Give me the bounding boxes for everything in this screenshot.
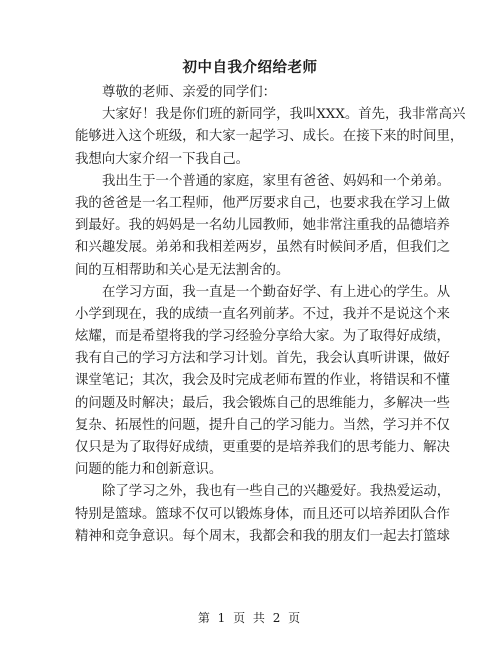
text-line: 间的互相帮助和关心是无法割舍的。 xyxy=(75,262,290,278)
text-line: 和兴趣发展。弟弟和我相差两岁，虽然有时候间矛盾，但我们之 xyxy=(75,240,450,256)
page-number-footer: 第 1 页 共 2 页 xyxy=(197,611,303,625)
text-line: 到最好。我的妈妈是一名幼儿园教师，她非常注重我的品德培养 xyxy=(75,218,450,234)
text-line: 问题的能力和创新意识。 xyxy=(75,462,223,478)
text-line: 我有自己的学习方法和学习计划。首先，我会认真听讲课，做好 xyxy=(75,351,450,367)
text-line: 仅只是为了取得好成绩，更重要的是培养我们的思考能力、解决 xyxy=(75,440,450,455)
text-line: 除了学习之外，我也有一些自己的兴趣爱好。我热爱运动， xyxy=(102,484,451,500)
text-line: 炫耀，而是希望将我的学习经验分享给大家。为了取得好成绩， xyxy=(75,329,450,345)
text-line: 精神和竞争意识。每个周末，我都会和我的朋友们一起去打篮球 xyxy=(75,528,450,544)
text-line: 在学习方面，我一直是一个勤奋好学、有上进心的学生。从 xyxy=(102,284,451,300)
text-line: 小学到现在，我的成绩一直名列前茅。不过，我并不是说这个来 xyxy=(75,306,450,322)
text-line: 能够进入这个班级，和大家一起学习、成长。在接下来的时间里， xyxy=(75,129,464,145)
text-line: 大家好！我是你们班的新同学，我叫XXX。首先，我非常高兴 xyxy=(102,107,466,123)
text-line: 课堂笔记；其次，我会及时完成老师布置的作业，将错误和不懂 xyxy=(75,373,450,389)
text-line: 特别是篮球。篮球不仅可以锻炼身体，而且还可以培养团队合作 xyxy=(75,506,450,522)
text-line: 尊敬的老师、亲爱的同学们： xyxy=(102,85,277,100)
document-body xyxy=(75,82,466,548)
text-line: 复杂、拓展性的问题，提升自己的学习能力。当然，学习并不仅 xyxy=(75,417,450,433)
text-line: 我的爸爸是一名工程师，他严厉要求自己，也要求我在学习上做 xyxy=(75,195,450,211)
document-title: 初中自我介绍给老师 xyxy=(182,59,318,76)
text-line: 我出生于一个普通的家庭，家里有爸爸、妈妈和一个弟弟。 xyxy=(102,173,451,189)
text-line: 的问题及时解决；最后，我会锻炼自己的思维能力，多解决一些 xyxy=(75,395,450,411)
text-line: 我想向大家介绍一下我自己。 xyxy=(75,151,250,167)
